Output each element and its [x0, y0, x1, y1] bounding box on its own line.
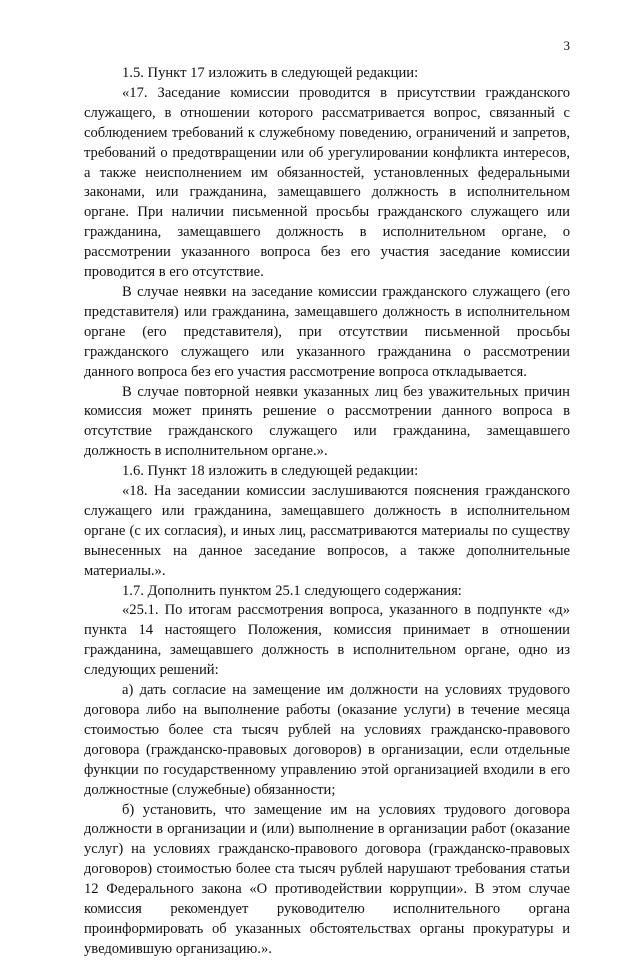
paragraph-item-25-1: «25.1. По итогам рассмотрения вопроса, указанного в подпункте «д» пункта 14 настоящего Положения, комиссия принимает в отношении гражданина, замещавшего должность в исполнительном органе, одно из следующих решений: [84, 602, 570, 679]
paragraph-1-6-heading: 1.6. Пункт 18 изложить в следующей редакции: [122, 463, 419, 480]
paragraph-item-17: «17. Заседание комиссии проводится в присутствии гражданского служащего, в отношении которого рассматривается вопрос, связанный с соблюдением требований к служебному поведению, ограничений и запретов, требований о предотвращении или об урегулировании конфликта интересов, а также неисполнением им обязанностей, установленных федеральными законами, или гражданина, замещавшего должность в исполнительном органе. При наличии письменной просьбы гражданского служащего или гражданина, замещавшего должность в исполнительном органе, о рассмотрении указанного вопроса без его участия заседание комиссии проводится в его отсутствие. [84, 84, 570, 281]
paragraph-item-25-1-a: а) дать согласие на замещение им должности на условиях трудового договора либо на выполнение работы (оказание услуги) в течение месяца стоимостью более ста тысяч рублей на условиях гражданско-правового договора (гражданско-правовых договоров) в организации, если отдельные функции по государственному управлению этой организацией входили в его должностные (служебные) обязанности; [84, 682, 570, 798]
page-number: 3 [563, 38, 570, 53]
paragraph-item-17-repeat-no-show: В случае повторной неявки указанных лиц без уважительных причин комиссия может принять решение о рассмотрении данного вопроса в отсутствие гражданского служащего или гражданина, замещавшего должность в исполнительном органе.». [84, 383, 570, 460]
paragraph-item-17-no-show: В случае неявки на заседание комиссии гражданского служащего (его представителя) или гражданина, замещавшего должность в исполнительном органе (его представителя), при отсутствии письменной просьбы гражданского служащего или указанного гражданина о рассмотрении данного вопроса без его участия рассмотрение вопроса откладывается. [84, 283, 570, 380]
paragraph-1-5-heading: 1.5. Пункт 17 изложить в следующей редакции: [122, 65, 419, 81]
paragraph-1-7-heading: 1.7. Дополнить пунктом 25.1 следующего содержания: [122, 582, 462, 599]
paragraph-item-18: «18. На заседании комиссии заслушиваются пояснения гражданского служащего или гражданина, замещавшего должность в исполнительном органе (с их согласия), и иных лиц, рассматриваются материалы по существу вынесенных на данное заседание вопросов, а также дополнительные материалы.». [84, 483, 570, 579]
document-body [84, 64, 570, 960]
paragraph-item-25-1-b: б) установить, что замещение им на условиях трудового договора должности в организации и (или) выполнение в организации работ (оказание услуг) на условиях гражданско-правового договора (гражданско-правовых договоров) стоимостью более ста тысяч рублей нарушают требования статьи 12 Федерального закона «О противодействии коррупции». В этом случае комиссия рекомендует руководителю исполнительного органа проинформировать об указанных обстоятельствах органы прокуратуры и уведомившую организацию.». [84, 801, 570, 957]
